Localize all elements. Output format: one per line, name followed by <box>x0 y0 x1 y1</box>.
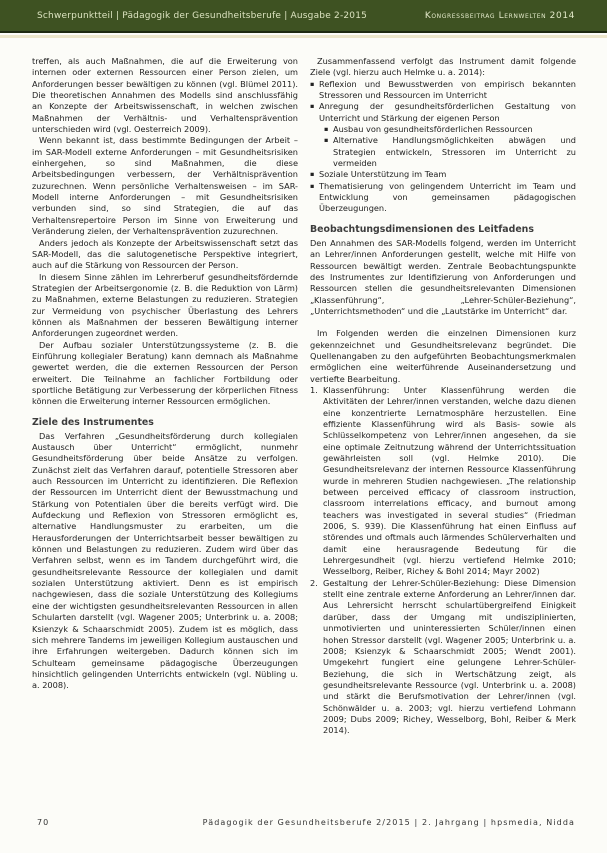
body-paragraph: Das Verfahren „Gesundheitsförderung durch kollegialen Austausch über Unterricht“ ermöglicht, nunmehr Gesundheitsförderung über beide Ansätze zu verfolgen. Zunächst zielt das Verfahren darauf, potentielle Stressoren aber auch Ressourcen im Unterricht zu identifizieren. Die Reflexion der Ressourcen im Unterricht dient der Bewusstmachung und Stärkung von Potentialen über die bereits verfügt wird. Die Aufdeckung und Reflexion von Stressoren ermöglicht es, alternative Handlungsmuster zu erarbeiten, um die Herausforderungen der Unterrichtsarbeit besser bewältigen zu können und Belastungen zu reduzieren. Zudem wird über das Verfahren selbst, wenn es im Tandem durchgeführt wird, die gesundheitsrelevante Ressource der kollegialen und damit sozialen Unterstützung aktiviert. Denn es ist empirisch nachgewiesen, dass die soziale Unterstützung des Kollegiums eine der wichtigsten gesundheitsrelevanten Ressourcen in allen Schularten darstellt (vgl. Wagener 2005; Unterbrink u. a. 2008; Ksienzyk & Schaarschmidt 2005). Zudem ist es möglich, dass sich mehrere Tandems im jeweiligen Kollegium austauschen und ihre Erfahrungen weitergeben. Dadurch können sich im Schulteam gemeinsame pädagogische Überzeugungen hinsichtlich gelingenden Unterrichts entwickeln (vgl. Nübling u. a. 2008). <box>32 430 298 691</box>
list-item <box>310 124 576 135</box>
list-item-text: Alternative Handlungsmöglichkeiten abwägen und Strategien entwickeln, Stressoren im Unterricht zu vermeiden <box>333 135 576 169</box>
numbered-item-text: Klassenführung: Unter Klassenführung werden die Aktivitäten der Lehrer/innen verstanden, welche dazu dienen eine konzentrierte Lernatmosphäre herzustellen. Eine effiziente Klassenführung wird als Basis- sowie als Schlüsselkompetenz von Lehrer/innen angesehen, da sie eine optimale Zeitnutzung während der Unterrichtssituation gewährleisten soll (vgl. Helmke 2010). Die Gesundheitsrelevanz der internen Ressource Klassenführung wurde in mehreren Studien nachgewiesen. „The relationship between perceived efficacy of classroom instruction, classroom interrelations efficacy, and burnout among teachers was investigated in several studies“ (Friedman 2006, S. 939). Die Klassenführung hat einen Einfluss auf störendes und oftmals auch lärmendes Schülerverhalten und damit eine herausragende Bedeutung für die Lehrergesundheit (vgl. hierzu vertiefend Helmke 2010; Wesselborg, Reiber, Richey & Bohl 2014; Mayr 2002) <box>323 384 576 577</box>
header-congress-label: Kongressbeitrag Lernwelten 2014 <box>424 10 575 21</box>
body-paragraph: Wenn bekannt ist, dass bestimmte Bedingungen der Arbeit – im SAR-Modell externe Anforderungen – mit Gesundheitsrisiken einhergehen, so sind Maßnahmen, die diese Arbeitsbedingungen verbessern, der Verhältnisprävention zuzurechnen. Wenn persönliche Verhaltensweisen – im SAR-Modell interne Anforderungen – mit Gesundheitsrisiken verbunden sind, so sind Strategien, die auf das Verhaltensrepertoire Person im Sinne von Erweiterung und Veränderung zielen, der Verhaltensprävention zuzurechnen. <box>32 135 298 237</box>
goals-bullet-list <box>310 79 576 215</box>
dimensions-numbered-list <box>310 385 576 737</box>
body-paragraph: Zusammenfassend verfolgt das Instrument damit folgende Ziele (vgl. hierzu auch Helmke u. a. 2014): <box>310 56 576 78</box>
list-item <box>310 79 576 102</box>
list-item-text: Anregung der gesundheitsförderlichen Gestaltung von Unterricht und Stärkung der eigenen Person <box>319 101 576 123</box>
header-accent-rule <box>0 35 607 38</box>
bullet-icon: ▪ <box>324 136 329 145</box>
section-heading-ziele: Ziele des Instrumentes <box>32 416 154 428</box>
body-paragraph: Der Aufbau sozialer Unterstützungssysteme (z. B. die Einführung kollegialer Beratung) kann demnach als Maßnahme gewertet werden, die die externen Ressourcen der Person erweitert. Die Teilnahme an fachlicher Fortbildung oder sportliche Betätigung zur Verbesserung der körperlichen Fitness können die Erweiterung interner Ressourcen ermöglichen. <box>32 339 298 407</box>
list-item <box>310 181 576 215</box>
numbered-item <box>310 385 576 578</box>
list-item-text: Reflexion und Bewusstwerden von empirisch bekannten Stressoren und Ressourcen im Unterricht <box>319 78 576 101</box>
numbered-item-text: Gestaltung der Lehrer-Schüler-Beziehung: Diese Dimension stellt eine zentrale externe Anforderung an Lehrer/innen dar. Aus Lehrersicht herrscht schulartübergreifend Einigkeit darüber, dass der Umgang mit undisziplinierten, unmotivierten und uninteressierten Schüler/innen einen hohen Stressor darstellt (vgl. Wagener 2005; Unterbrink u. a. 2008; Ksienzyk & Schaarschmidt 2005; Wendt 2001). Umgekehrt fungiert eine gelungene Lehrer-Schüler-Beziehung, die sich in Wertschätzung zeigt, als gesundheitsrelevante Ressource (vgl. Unterbrink u. a. 2008) und stärkt die Berufsmotivation der Lehrer/innen (vgl. Schönwälder u. a. 2003; vgl. hierzu vertiefend Lohmann 2009; Dubs 2009; Richey, Wesselborg, Bohl, Reiber & Merk 2014). <box>323 577 576 736</box>
page-number: 70 <box>37 818 50 827</box>
list-item <box>310 169 576 180</box>
page-footer <box>37 818 575 827</box>
list-item-text: Thematisierung von gelingendem Unterricht im Team und Entwicklung von gemeinsamen pädagogischen Überzeugungen. <box>319 180 576 214</box>
bullet-icon: ▪ <box>324 125 329 134</box>
body-paragraph: Anders jedoch als Konzepte der Arbeitswissenschaft setzt das SAR-Modell, das die salutogenetische Perspektive integriert, auch auf die Stärkung von Ressourcen der Person. <box>32 237 298 271</box>
list-item-text: Soziale Unterstützung im Team <box>319 169 447 180</box>
numbered-item <box>310 578 576 737</box>
left-column <box>32 56 298 692</box>
bullet-icon: ▪ <box>310 181 315 190</box>
body-paragraph: Im Folgenden werden die einzelnen Dimensionen kurz gekennzeichnet und Gesundheitsrelevanz begründet. Die Quellenangaben zu den aufgeführten Beobachtungsmerkmalen ermöglichen eine weiterführende Auseinandersetzung und vertiefte Bearbeitung. <box>310 328 576 384</box>
list-item <box>310 135 576 169</box>
bullet-icon: ▪ <box>310 102 315 111</box>
bullet-icon: ▪ <box>310 79 315 88</box>
body-paragraph: Den Annahmen des SAR-Modells folgend, werden im Unterricht an Lehrer/innen Anforderungen gestellt, welche mit Hilfe von Ressourcen bewältigt werden. Zentrale Beobachtungspunkte des Instrumentes zur Identifizierung von Anforderungen und Ressourcen stellen die gesundheitsrelevanten Dimensionen „Klassenführung“, „Lehrer-Schüler-Beziehung“, „Unterrichtsmethoden“ und die „Lautstärke im Unterricht“ dar. <box>310 237 576 316</box>
item-number: 1. <box>310 384 318 395</box>
bullet-icon: ▪ <box>310 170 315 179</box>
body-paragraph: In diesem Sinne zählen im Lehrerberuf gesundheitsfördernde Strategien der Arbeitsergonomie (z. B. die Reduktion von Lärm) zu Maßnahmen, externe Belastungen zu reduzieren. Strategien zur Vermeidung von psychischer Überlastung des Lehrers können als Maßnahmen der besseren Bewältigung interner Anforderungen zugeordnet werden. <box>32 271 298 339</box>
section-heading-beobachtungsdimensionen: Beobachtungsdimensionen des Leitfadens <box>310 223 534 235</box>
list-item-text: Ausbau von gesundheitsförderlichen Ressourcen <box>333 124 533 135</box>
item-number: 2. <box>310 577 318 588</box>
body-paragraph: treffen, als auch Maßnahmen, die auf die Erweiterung von internen oder externen Ressourcen einer Person zielen, um Anforderungen besser bewältigen zu können (vgl. Blümel 2011). Die theoretischen Annahmen des Modells sind anschlussfähig an Konzepte der Arbeitswissenschaft, in welchen zwischen Maßnahmen der Verhältnis- und Verhaltensprävention unterschieden wird (vgl. Oesterreich 2009). <box>32 56 298 135</box>
header-section-title: Schwerpunktteil | Pädagogik der Gesundheitsberufe | Ausgabe 2-2015 <box>37 10 368 21</box>
right-column <box>310 56 576 737</box>
page-header-bar <box>0 0 607 33</box>
list-item <box>310 101 576 124</box>
journal-footer-line: Pädagogik der Gesundheitsberufe 2/2015 | 2. Jahrgang | hpsmedia, Nidda <box>202 818 575 827</box>
